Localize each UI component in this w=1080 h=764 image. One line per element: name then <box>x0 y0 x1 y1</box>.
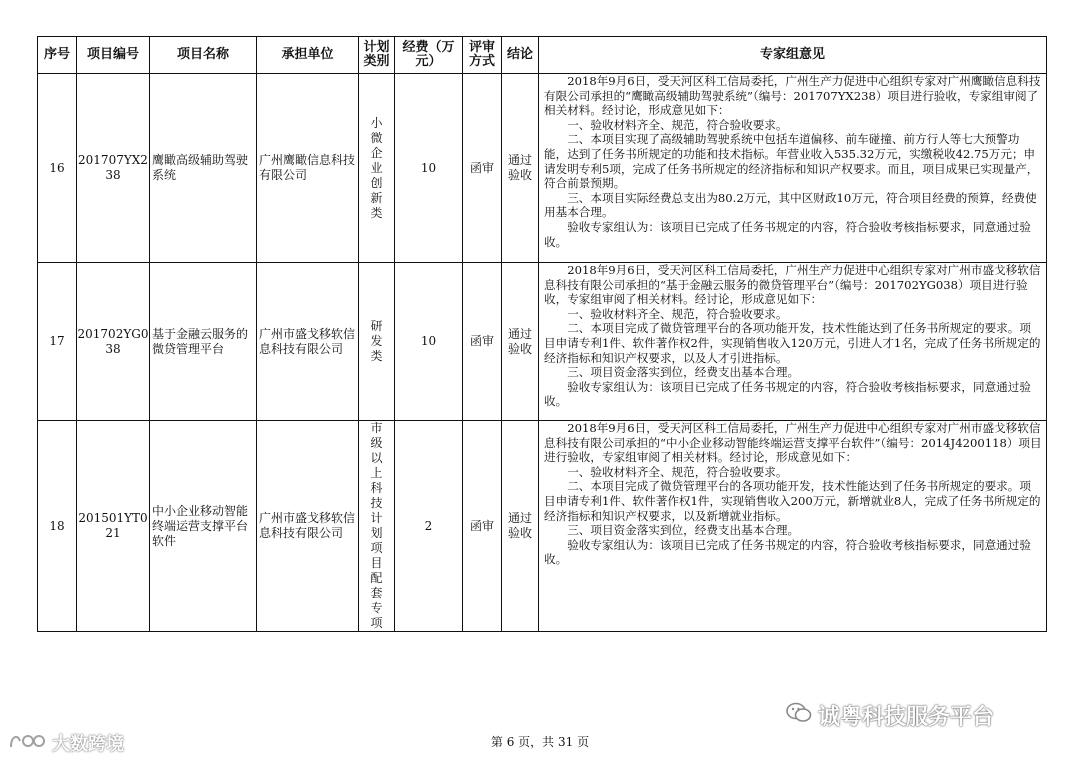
opinion-paragraph: 验收专家组认为：该项目已完成了任务书规定的内容，符合验收考核指标要求，同意通过验收。 <box>544 537 1031 567</box>
cell-review: 函审 <box>463 74 502 263</box>
table-header-row <box>38 37 1047 74</box>
header-code: 项目编号 <box>77 37 150 74</box>
cell-fund: 10 <box>395 263 463 421</box>
cell-category: 小微企业创新类 <box>359 74 395 263</box>
header-conclusion: 结论 <box>502 37 539 74</box>
cell-review: 函审 <box>463 263 502 421</box>
opinion-paragraph: 2018年9月6日，受天河区科工信局委托，广州生产力促进中心组织专家对广州市盛戈移软信息科技有限公司承担的“基于金融云服务的微贷管理平台”（编号：201702YG038）项目进行验收，专家组审阅了相关材料。经讨论，形成意见如下： <box>544 263 1041 307</box>
opinion-paragraph: 一、验收材料齐全、规范，符合验收要求。 <box>567 464 788 479</box>
cell-conclusion: 通过验收 <box>502 263 539 421</box>
opinion-paragraph: 2018年9月6日，受天河区科工信局委托，广州生产力促进中心组织专家对广州鹰瞰信息科技有限公司承担的“鹰瞰高级辅助驾驶系统”（编号：201707YX238）项目进行验收，专家组审阅了相关材料。经讨论，形成意见如下： <box>544 74 1041 118</box>
cell-no: 16 <box>38 74 77 263</box>
cell-org: 广州市盛戈移软信息科技有限公司 <box>257 421 359 632</box>
opinion-paragraph: 2018年9月6日，受天河区科工信局委托，广州生产力促进中心组织专家对广州市盛戈移软信息科技有限公司承担的“中小企业移动智能终端运营支撑平台软件”（编号：2014J4200118）项目进行验收，专家组审阅了相关材料。经讨论，形成意见如下： <box>544 421 1042 465</box>
wechat-icon <box>786 702 812 730</box>
page-footer: 第 6 页，共 31 页 <box>490 735 590 749</box>
header-fund: 经费（万元） <box>395 37 463 74</box>
cell-review: 函审 <box>463 421 502 632</box>
header-category: 计划类别 <box>359 37 395 74</box>
cell-no: 17 <box>38 263 77 421</box>
opinion-paragraph: 一、验收材料齐全、规范，符合验收要求。 <box>567 306 788 321</box>
opinion-paragraph: 验收专家组认为：该项目已完成了任务书规定的内容，符合验收考核指标要求，同意通过验收。 <box>544 219 1031 249</box>
cell-name: 中小企业移动智能终端运营支撑平台软件 <box>150 421 257 632</box>
cell-code: 201707YX238 <box>77 74 150 263</box>
cell-no: 18 <box>38 421 77 632</box>
opinion-paragraph: 验收专家组认为：该项目已完成了任务书规定的内容，符合验收考核指标要求，同意通过验收。 <box>544 379 1031 409</box>
cell-opinion <box>539 74 1047 263</box>
opinion-paragraph: 二、本项目完成了微贷管理平台的各项功能开发，技术性能达到了任务书所规定的要求。项目申请专利1件、软件著作权1件，实现销售收入200万元，新增就业8人，完成了任务书所规定的经济指标和知识产权要求，以及新增就业指标。 <box>544 479 1041 523</box>
header-org: 承担单位 <box>257 37 359 74</box>
cell-code: 201501YT021 <box>77 421 150 632</box>
header-name: 项目名称 <box>150 37 257 74</box>
opinion-paragraph: 二、本项目完成了微贷管理平台的各项功能开发，技术性能达到了任务书所规定的要求。项目申请专利1件、软件著作权2件，实现销售收入120万元，引进人才1名，完成了任务书所规定的经济指标和知识产权要求，以及人才引进指标。 <box>544 321 1041 365</box>
acceptance-table <box>37 36 1047 632</box>
cell-name: 基于金融云服务的微贷管理平台 <box>150 263 257 421</box>
cell-opinion <box>539 263 1047 421</box>
cell-code: 201702YG038 <box>77 263 150 421</box>
header-no: 序号 <box>38 37 77 74</box>
header-review: 评审方式 <box>463 37 502 74</box>
opinion-paragraph: 一、验收材料齐全、规范，符合验收要求。 <box>567 117 788 132</box>
cell-conclusion: 通过验收 <box>502 421 539 632</box>
watermark-left-text: 大数跨境 <box>52 734 124 755</box>
watermark-right <box>786 700 994 731</box>
cell-org: 广州鹰瞰信息科技有限公司 <box>257 74 359 263</box>
cell-fund: 10 <box>395 74 463 263</box>
watermark-right-text: 诚粤科技服务平台 <box>818 705 995 730</box>
opinion-paragraph: 三、项目资金落实到位，经费支出基本合理。 <box>567 365 800 380</box>
table-row <box>38 421 1047 632</box>
opinion-paragraph: 二、本项目实现了高级辅助驾驶系统中包括车道偏移、前车碰撞、前方行人等七大预警功能，达到了任务书所规定的功能和技术指标。年营业收入535.32万元，实缴税收42.75万元；申请发明专利5项，完成了任务书所规定的经济指标和知识产权要求。而且，项目成果已实现量产，符合前景预期。 <box>544 132 1039 191</box>
cell-fund: 2 <box>395 421 463 632</box>
table-row <box>38 74 1047 263</box>
cell-conclusion: 通过验收 <box>502 74 539 263</box>
opinion-paragraph: 三、本项目实际经费总支出为80.2万元，其中区财政10万元，符合项目经费的预算，经费使用基本合理。 <box>544 190 1037 220</box>
cell-category: 市级以上科技计划项目配套专项 <box>359 421 395 632</box>
cell-opinion <box>539 421 1047 632</box>
table-row <box>38 263 1047 421</box>
header-opinion: 专家组意见 <box>539 37 1047 74</box>
cell-org: 广州市盛戈移软信息科技有限公司 <box>257 263 359 421</box>
cell-category: 研发类 <box>359 263 395 421</box>
cell-name: 鹰瞰高级辅助驾驶系统 <box>150 74 257 263</box>
opinion-paragraph: 三、项目资金落实到位，经费支出基本合理。 <box>567 523 800 538</box>
